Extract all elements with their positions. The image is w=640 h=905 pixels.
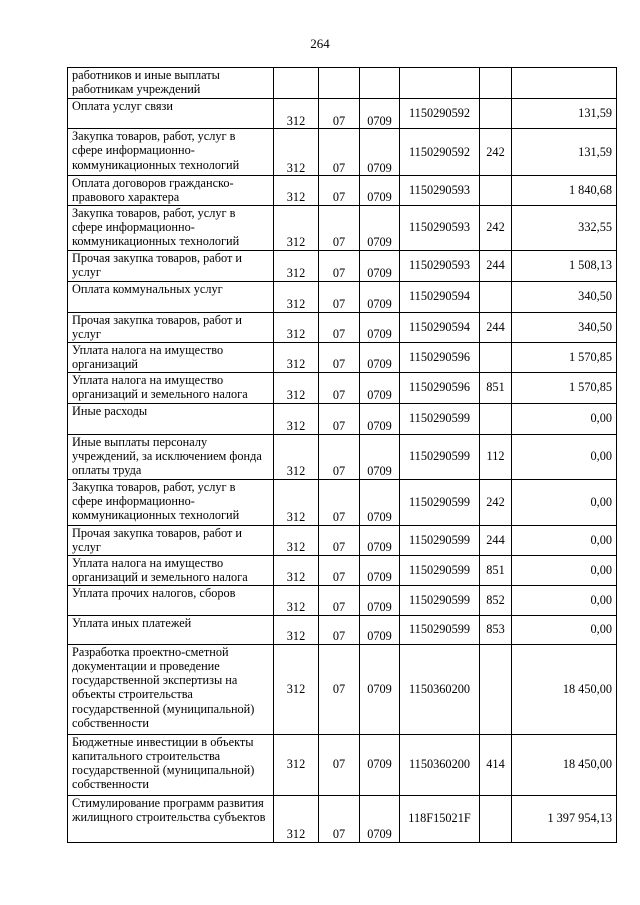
row-sum: 340,50 [512, 281, 617, 312]
row-name: Закупка товаров, работ, услуг в сфере информационно-коммуникационных технологий [68, 205, 274, 250]
table-row [68, 403, 617, 434]
budget-table [67, 67, 617, 843]
row-target: 1150360200 [400, 644, 480, 734]
row-name: Оплата договоров гражданско-правового характера [68, 176, 274, 206]
row-subsection: 0709 [360, 250, 400, 281]
row-type [480, 176, 512, 206]
row-admin: 312 [274, 795, 319, 842]
row-section: 07 [319, 479, 360, 525]
row-name: Иные выплаты персоналу учреждений, за исключением фонда оплаты труда [68, 434, 274, 479]
row-sum: 1 397 954,13 [512, 795, 617, 842]
row-sum: 0,00 [512, 585, 617, 615]
row-type: 112 [480, 434, 512, 479]
row-admin: 312 [274, 479, 319, 525]
row-subsection: 0709 [360, 644, 400, 734]
row-subsection: 0709 [360, 205, 400, 250]
table-row [68, 644, 617, 734]
row-target: 1150290599 [400, 434, 480, 479]
row-target: 1150290592 [400, 99, 480, 129]
row-name: Уплата налога на имущество организаций и земельного налога [68, 555, 274, 585]
table-row [68, 281, 617, 312]
row-subsection: 0709 [360, 555, 400, 585]
row-sum: 332,55 [512, 205, 617, 250]
row-name: Уплата налога на имущество организаций и земельного налога [68, 372, 274, 403]
row-admin: 312 [274, 281, 319, 312]
row-sum: 0,00 [512, 615, 617, 644]
row-type: 244 [480, 525, 512, 555]
row-target: 1150290593 [400, 250, 480, 281]
row-target: 1150290594 [400, 281, 480, 312]
row-section [319, 68, 360, 99]
row-section: 07 [319, 372, 360, 403]
row-admin: 312 [274, 99, 319, 129]
row-section: 07 [319, 99, 360, 129]
row-name: Прочая закупка товаров, работ и услуг [68, 312, 274, 342]
row-subsection: 0709 [360, 795, 400, 842]
row-name: Иные расходы [68, 403, 274, 434]
row-sum [512, 68, 617, 99]
row-type: 852 [480, 585, 512, 615]
row-target: 1150290593 [400, 205, 480, 250]
row-subsection: 0709 [360, 585, 400, 615]
row-type: 244 [480, 250, 512, 281]
row-type [480, 403, 512, 434]
row-sum: 0,00 [512, 525, 617, 555]
row-type: 242 [480, 205, 512, 250]
row-admin: 312 [274, 434, 319, 479]
row-admin: 312 [274, 250, 319, 281]
row-admin: 312 [274, 312, 319, 342]
table-row [68, 176, 617, 206]
table-row [68, 129, 617, 176]
row-target: 1150290596 [400, 342, 480, 372]
row-type: 851 [480, 372, 512, 403]
row-admin: 312 [274, 205, 319, 250]
table-row [68, 434, 617, 479]
row-name: Оплата услуг связи [68, 99, 274, 129]
row-target: 1150290592 [400, 129, 480, 176]
row-subsection [360, 68, 400, 99]
page-number: 264 [310, 36, 330, 51]
row-name: Уплата иных платежей [68, 615, 274, 644]
row-admin: 312 [274, 525, 319, 555]
row-name: Закупка товаров, работ, услуг в сфере информационно-коммуникационных технологий [68, 129, 274, 176]
table-row [68, 68, 617, 99]
row-name: Закупка товаров, работ, услуг в сфере информационно-коммуникационных технологий [68, 479, 274, 525]
row-subsection: 0709 [360, 312, 400, 342]
row-target [400, 68, 480, 99]
row-admin: 312 [274, 615, 319, 644]
row-subsection: 0709 [360, 525, 400, 555]
row-type [480, 281, 512, 312]
table-row [68, 372, 617, 403]
table-row [68, 205, 617, 250]
row-subsection: 0709 [360, 403, 400, 434]
row-section: 07 [319, 205, 360, 250]
row-subsection: 0709 [360, 342, 400, 372]
row-type [480, 795, 512, 842]
row-sum: 0,00 [512, 555, 617, 585]
row-subsection: 0709 [360, 372, 400, 403]
row-admin [274, 68, 319, 99]
row-subsection: 0709 [360, 734, 400, 795]
row-target: 1150290599 [400, 555, 480, 585]
row-type: 853 [480, 615, 512, 644]
row-subsection: 0709 [360, 615, 400, 644]
row-name: работников и иные выплаты работникам учреждений [68, 68, 274, 99]
row-section: 07 [319, 525, 360, 555]
row-sum: 131,59 [512, 99, 617, 129]
table-row [68, 555, 617, 585]
row-type [480, 99, 512, 129]
row-name: Уплата прочих налогов, сборов [68, 585, 274, 615]
row-target: 1150290599 [400, 525, 480, 555]
row-section: 07 [319, 403, 360, 434]
row-admin: 312 [274, 585, 319, 615]
row-target: 1150360200 [400, 734, 480, 795]
row-subsection: 0709 [360, 99, 400, 129]
row-section: 07 [319, 615, 360, 644]
row-section: 07 [319, 176, 360, 206]
row-type: 244 [480, 312, 512, 342]
row-section: 07 [319, 129, 360, 176]
row-name: Уплата налога на имущество организаций [68, 342, 274, 372]
table-row [68, 312, 617, 342]
row-sum: 1 840,68 [512, 176, 617, 206]
row-target: 1150290599 [400, 615, 480, 644]
row-type [480, 68, 512, 99]
row-target: 1150290594 [400, 312, 480, 342]
row-admin: 312 [274, 555, 319, 585]
row-name: Бюджетные инвестиции в объекты капитального строительства государственной (муниципальной) собственности [68, 734, 274, 795]
row-section: 07 [319, 795, 360, 842]
row-admin: 312 [274, 176, 319, 206]
table-row [68, 585, 617, 615]
row-sum: 340,50 [512, 312, 617, 342]
table-row [68, 795, 617, 842]
table-row [68, 734, 617, 795]
row-subsection: 0709 [360, 434, 400, 479]
row-target: 1150290596 [400, 372, 480, 403]
row-section: 07 [319, 434, 360, 479]
row-sum: 0,00 [512, 479, 617, 525]
row-target: 1150290599 [400, 479, 480, 525]
row-sum: 1 570,85 [512, 372, 617, 403]
table-row [68, 615, 617, 644]
row-target: 1150290593 [400, 176, 480, 206]
row-section: 07 [319, 555, 360, 585]
row-type: 414 [480, 734, 512, 795]
row-type: 851 [480, 555, 512, 585]
row-sum: 1 570,85 [512, 342, 617, 372]
row-admin: 312 [274, 372, 319, 403]
row-section: 07 [319, 342, 360, 372]
table-row [68, 342, 617, 372]
row-sum: 0,00 [512, 403, 617, 434]
row-admin: 312 [274, 734, 319, 795]
row-target: 118F15021F [400, 795, 480, 842]
row-section: 07 [319, 281, 360, 312]
row-sum: 18 450,00 [512, 734, 617, 795]
row-name: Стимулирование программ развития жилищного строительства субъектов [68, 795, 274, 842]
row-section: 07 [319, 250, 360, 281]
row-name: Оплата коммунальных услуг [68, 281, 274, 312]
row-sum: 131,59 [512, 129, 617, 176]
row-section: 07 [319, 585, 360, 615]
row-section: 07 [319, 312, 360, 342]
row-name: Разработка проектно-сметной документации и проведение государственной экспертизы на объекты строительства государственной (муниципальной) собственности [68, 644, 274, 734]
row-target: 1150290599 [400, 403, 480, 434]
row-section: 07 [319, 734, 360, 795]
table-row [68, 525, 617, 555]
table-row [68, 99, 617, 129]
row-subsection: 0709 [360, 129, 400, 176]
row-name: Прочая закупка товаров, работ и услуг [68, 250, 274, 281]
row-type [480, 644, 512, 734]
row-sum: 1 508,13 [512, 250, 617, 281]
table-row [68, 250, 617, 281]
row-name: Прочая закупка товаров, работ и услуг [68, 525, 274, 555]
row-type: 242 [480, 479, 512, 525]
row-section: 07 [319, 644, 360, 734]
table-row [68, 479, 617, 525]
row-subsection: 0709 [360, 281, 400, 312]
row-sum: 18 450,00 [512, 644, 617, 734]
row-type [480, 342, 512, 372]
row-admin: 312 [274, 129, 319, 176]
row-subsection: 0709 [360, 479, 400, 525]
row-admin: 312 [274, 342, 319, 372]
row-type: 242 [480, 129, 512, 176]
row-target: 1150290599 [400, 585, 480, 615]
row-subsection: 0709 [360, 176, 400, 206]
row-sum: 0,00 [512, 434, 617, 479]
row-admin: 312 [274, 644, 319, 734]
row-admin: 312 [274, 403, 319, 434]
